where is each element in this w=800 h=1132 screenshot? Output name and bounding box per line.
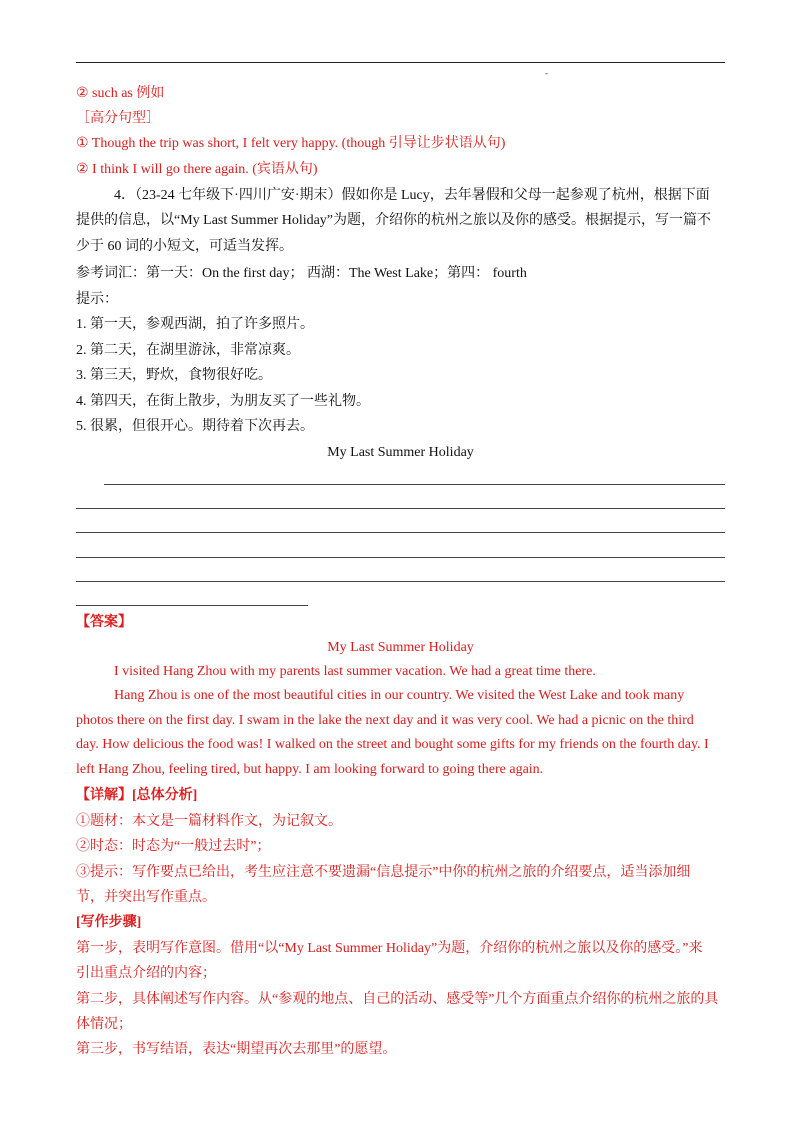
answer-paragraph-2: Hang Zhou is one of the most beautiful cities in our country. We visited the West Lake and took many [114,688,685,703]
sentence-pattern-2: ② I think I will go there again. (宾语从句) [76,162,318,177]
answer-paragraph-1: I visited Hang Zhou with my parents last summer vacation. We had a great time there. [114,664,596,679]
answer-label: 【答案】 [76,615,132,630]
answer-title: My Last Summer Holiday [327,640,474,655]
sentence-pattern-1: ① Though the trip was short, I felt very happy. (though 引导让步状语从句) [76,136,506,151]
writing-line[interactable] [76,605,308,606]
writing-line[interactable] [76,581,725,582]
header-rule [76,62,725,63]
answer-paragraph-2-cont: left Hang Zhou, feeling tired, but happy. I am looking forward to going there again. [76,762,544,777]
hints-label: 提示： [76,292,118,307]
detail-item-cont: 节，并突出写作重点。 [76,890,216,905]
step-item-cont: 体情况； [76,1017,132,1032]
hint-item: 4. 第四天，在街上散步，为朋友买了一些礼物。 [76,394,370,409]
top-mark: - [545,68,548,78]
sentence-pattern-heading: ［高分句型］ [76,111,160,126]
writing-line[interactable] [104,484,725,485]
step-item: 第一步，表明写作意图。借用“以“My Last Summer Holiday”为题，介绍你的杭州之旅以及你的感受。”来 [76,941,703,956]
hint-item: 2. 第二天，在湖里游泳，非常凉爽。 [76,343,300,358]
phrase-such-as: ② such as 例如 [76,86,165,101]
detail-item: ①题材：本文是一篇材料作文，为记叙文。 [76,814,342,829]
step-item: 第三步，书写结语，表达“期望再次去那里”的愿望。 [76,1042,397,1057]
hint-item: 5. 很累，但很开心。期待着下次再去。 [76,419,314,434]
answer-paragraph-2-cont: photos there on the first day. I swam in the lake the next day and it was very cool. We had a picnic on the third [76,713,694,728]
writing-line[interactable] [76,532,725,533]
hint-item: 1. 第一天，参观西湖，拍了许多照片。 [76,317,314,332]
question-4-line-2: 提供的信息，以“My Last Summer Holiday”为题，介绍你的杭州之旅以及你的感受。根据提示，写一篇不 [76,213,712,228]
hint-item: 3. 第三天，野炊，食物很好吃。 [76,368,272,383]
steps-heading: [写作步骤] [76,915,142,930]
writing-line[interactable] [76,508,725,509]
answer-paragraph-2-cont: day. How delicious the food was! I walked on the street and bought some gifts for my friends on the fourth day. I [76,737,709,752]
detail-item: ③提示：写作要点已给出，考生应注意不要遗漏“信息提示”中你的杭州之旅的介绍要点，适当添加细 [76,865,691,880]
step-item-cont: 引出重点介绍的内容； [76,966,216,981]
question-4-line-3: 少于 60 词的小短文，可适当发挥。 [76,239,293,254]
detail-heading: 【详解】[总体分析] [76,788,198,803]
step-item: 第二步，具体阐述写作内容。从“参观的地点、自己的活动、感受等”几个方面重点介绍你的杭州之旅的具 [76,992,719,1007]
essay-title: My Last Summer Holiday [327,445,474,460]
writing-line[interactable] [76,557,725,558]
reference-vocab: 参考词汇：第一天：On the first day； 西湖：The West Lake；第四： fourth [76,266,527,281]
question-4-line-1: 4．（23-24 七年级下·四川广安·期末）假如你是 Lucy，去年暑假和父母一起参观了杭州，根据下面 [114,188,710,203]
detail-item: ②时态：时态为“一般过去时”； [76,839,271,854]
